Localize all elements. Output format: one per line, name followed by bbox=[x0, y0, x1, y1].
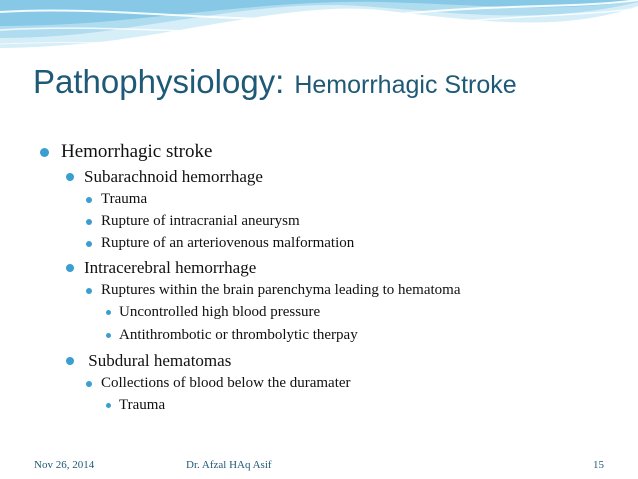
bullet-dot-icon bbox=[66, 264, 74, 272]
bullet-item bbox=[66, 258, 256, 278]
bullet-item bbox=[86, 235, 354, 252]
bullet-dot-icon bbox=[106, 310, 111, 315]
bullet-item bbox=[40, 141, 212, 163]
bullet-item bbox=[106, 327, 358, 344]
bullet-dot-icon bbox=[86, 288, 92, 294]
bullet-dot-icon bbox=[106, 403, 111, 408]
bullet-text: Hemorrhagic stroke bbox=[61, 141, 213, 162]
bullet-text: Subarachnoid hemorrhage bbox=[84, 167, 263, 186]
footer-author: Dr. Afzal HAq Asif bbox=[186, 459, 272, 471]
bullet-dot-icon bbox=[86, 241, 92, 247]
bullet-text: Intracerebral hemorrhage bbox=[84, 258, 257, 277]
bullet-item bbox=[86, 213, 300, 230]
bullet-text: Rupture of intracranial aneurysm bbox=[101, 213, 300, 229]
bullet-text: Uncontrolled high blood pressure bbox=[119, 304, 321, 320]
bullet-item bbox=[66, 167, 263, 187]
bullet-item bbox=[106, 304, 320, 321]
bullet-dot-icon bbox=[86, 219, 92, 225]
bullet-item bbox=[86, 282, 460, 299]
title-subtitle: Hemorrhagic Stroke bbox=[294, 71, 517, 99]
bullet-item bbox=[86, 191, 147, 208]
slide-number: 15 bbox=[593, 459, 604, 471]
footer-date: Nov 26, 2014 bbox=[34, 459, 95, 471]
bullet-item bbox=[106, 397, 165, 414]
bullet-text: Ruptures within the brain parenchyma leading to hematoma bbox=[101, 282, 461, 298]
bullet-item bbox=[66, 351, 231, 371]
bullet-dot-icon bbox=[40, 148, 49, 157]
bullet-dot-icon bbox=[66, 357, 74, 365]
bullet-text: Antithrombotic or thrombolytic therpay bbox=[119, 327, 358, 343]
bullet-text: Trauma bbox=[119, 397, 166, 413]
bullet-item bbox=[86, 375, 351, 392]
bullet-text: Rupture of an arteriovenous malformation bbox=[101, 235, 355, 251]
bullet-dot-icon bbox=[86, 197, 92, 203]
bullet-dot-icon bbox=[66, 173, 74, 181]
bullet-text: Subdural hematomas bbox=[84, 351, 232, 370]
bullet-text: Collections of blood below the duramater bbox=[101, 375, 351, 391]
bullet-dot-icon bbox=[86, 381, 92, 387]
title-main: Pathophysiology: bbox=[33, 63, 285, 100]
bullet-dot-icon bbox=[106, 333, 111, 338]
bullet-text: Trauma bbox=[101, 191, 148, 207]
